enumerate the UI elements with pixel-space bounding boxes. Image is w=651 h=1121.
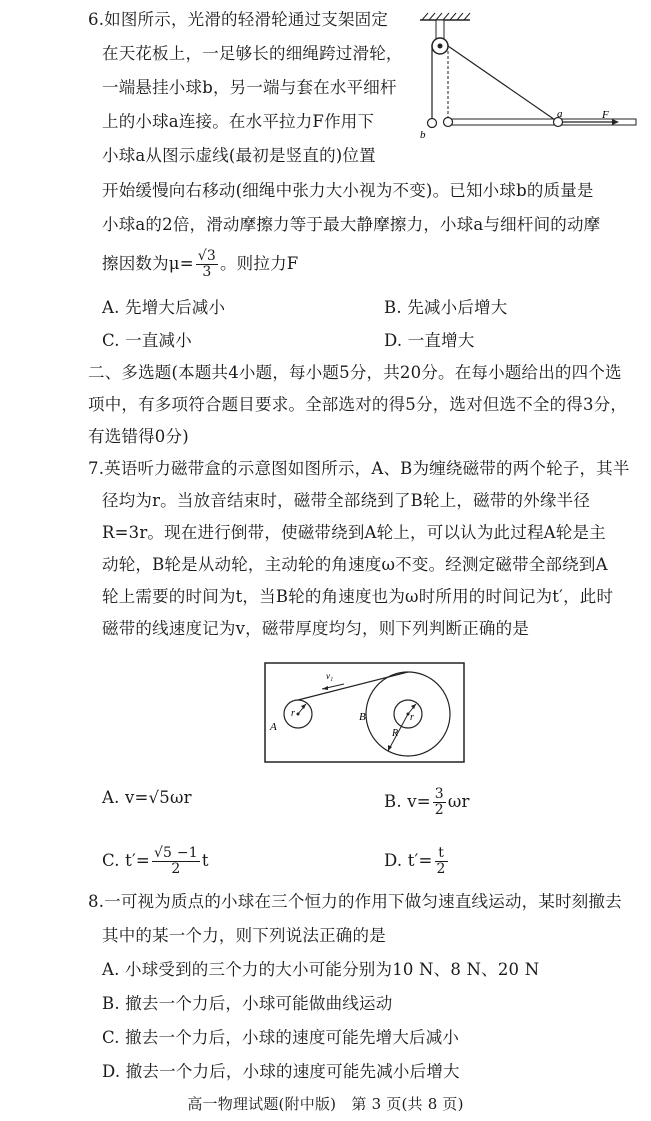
label-b: b [420,129,426,141]
optC-num: √5 −1 [153,845,198,861]
q7-optC-prefix: C. t′= [102,851,150,870]
q6-line-3: 一端悬挂小球b，另一端与套在水平细杆 [102,78,397,97]
q6-option-c: C. 一直减小 [102,331,192,350]
optC-den: 2 [171,861,181,877]
q7-option-b [384,787,470,818]
label-B: B [359,711,366,723]
optB-num: 3 [434,786,444,802]
q7-line-2: 径均为r。当放音结束时，磁带全部绕到了B轮上，磁带的外缘半径 [102,491,591,510]
q6-option-a: A. 先增大后减小 [102,298,226,317]
q6-line-1: 6.如图所示，光滑的轻滑轮通过支架固定 [88,10,389,29]
q6-line-8 [102,249,298,280]
optB-fraction [433,787,446,818]
optD-fraction [435,846,448,877]
q6-line-6: 开始缓慢向右移动(细绳中张力大小视为不变)。已知小球b的质量是 [102,181,594,200]
optD-den: 2 [436,861,446,877]
q6-option-b: B. 先减小后增大 [384,298,508,317]
q7-line-1: 7.英语听力磁带盒的示意图如图所示，A、B为缠绕磁带的两个轮子，其半 [88,459,630,478]
q6-option-d: D. 一直增大 [384,331,475,350]
mu-denominator: 3 [202,264,212,280]
q8-option-a: A. 小球受到的三个力的大小可能分别为10 N、8 N、20 N [102,960,540,979]
q6-mu-suffix: 。则拉力F [219,254,299,273]
optD-num: t [435,846,448,862]
optC-fraction [152,846,200,877]
label-A: A [270,721,277,733]
label-a: a [557,108,563,120]
label-v1: v₁ [326,671,334,681]
label-r-b: r [410,712,414,723]
label-F: F [602,109,609,121]
q7-option-c [102,846,209,877]
q7-optB-suffix: ωr [447,792,470,811]
q7-optD-prefix: D. t′= [384,851,433,870]
q8-line-2: 其中的某一个力，则下列说法正确的是 [102,926,386,945]
label-R: R [392,728,399,739]
q7-optB-prefix: B. v= [384,792,431,811]
page-footer: 高一物理试题(附中版) 第 3 页(共 8 页) [187,1095,464,1113]
section2-line-1: 二、多选题(本题共4小题，每小题5分，共20分。在每小题给出的四个选 [88,363,622,382]
q7-option-d [384,846,450,877]
ball-b [428,119,437,128]
q7-line-6: 磁带的线速度记为v，磁带厚度均匀，则下列判断正确的是 [102,619,530,638]
q7-line-4: 动轮，B轮是从动轮，主动轮的角速度ω不变。经测定磁带全部绕到A [102,555,608,574]
mu-numerator: √3 [197,248,216,264]
section2-line-2: 项中，有多项符合题目要求。全部选对的得5分，选对但选不全的得3分， [88,395,628,414]
q8-option-b: B. 撤去一个力后，小球可能做曲线运动 [102,994,393,1013]
q8-option-c: C. 撤去一个力后，小球的速度可能先增大后减小 [102,1028,460,1047]
q7-option-a: A. v=√5ωr [102,788,192,807]
q6-line-2: 在天花板上，一足够长的细绳跨过滑轮， [102,44,403,63]
pulley-figure [412,12,642,142]
q8-line-1: 8.一可视为质点的小球在三个恒力的作用下做匀速直线运动，某时刻撤去 [88,892,622,911]
q7-line-3: R=3r。现在进行倒带，使磁带绕到A轮上，可以认为此过程A轮是主 [102,523,606,542]
label-r-a: r [291,708,295,719]
q6-line-4: 上的小球a连接。在水平拉力F作用下 [102,112,375,131]
q6-mu-prefix: 擦因数为μ= [102,254,194,273]
q7-line-5: 轮上需要的时间为t，当B轮的角速度也为ω时所用的时间记为t′，此时 [102,587,614,606]
section2-line-3: 有选错得0分) [88,427,189,446]
optB-den: 2 [434,802,444,818]
q6-line-5: 小球a从图示虚线(最初是竖直的)位置 [102,146,376,165]
q6-line-7: 小球a的2倍，滑动摩擦力等于最大静摩擦力，小球a与细杆间的动摩 [102,215,601,234]
cassette-figure [264,662,466,764]
q8-option-d: D. 撤去一个力后，小球的速度可能先减小后增大 [102,1062,460,1081]
q7-optC-suffix: t [201,851,209,870]
mu-fraction [196,249,218,280]
